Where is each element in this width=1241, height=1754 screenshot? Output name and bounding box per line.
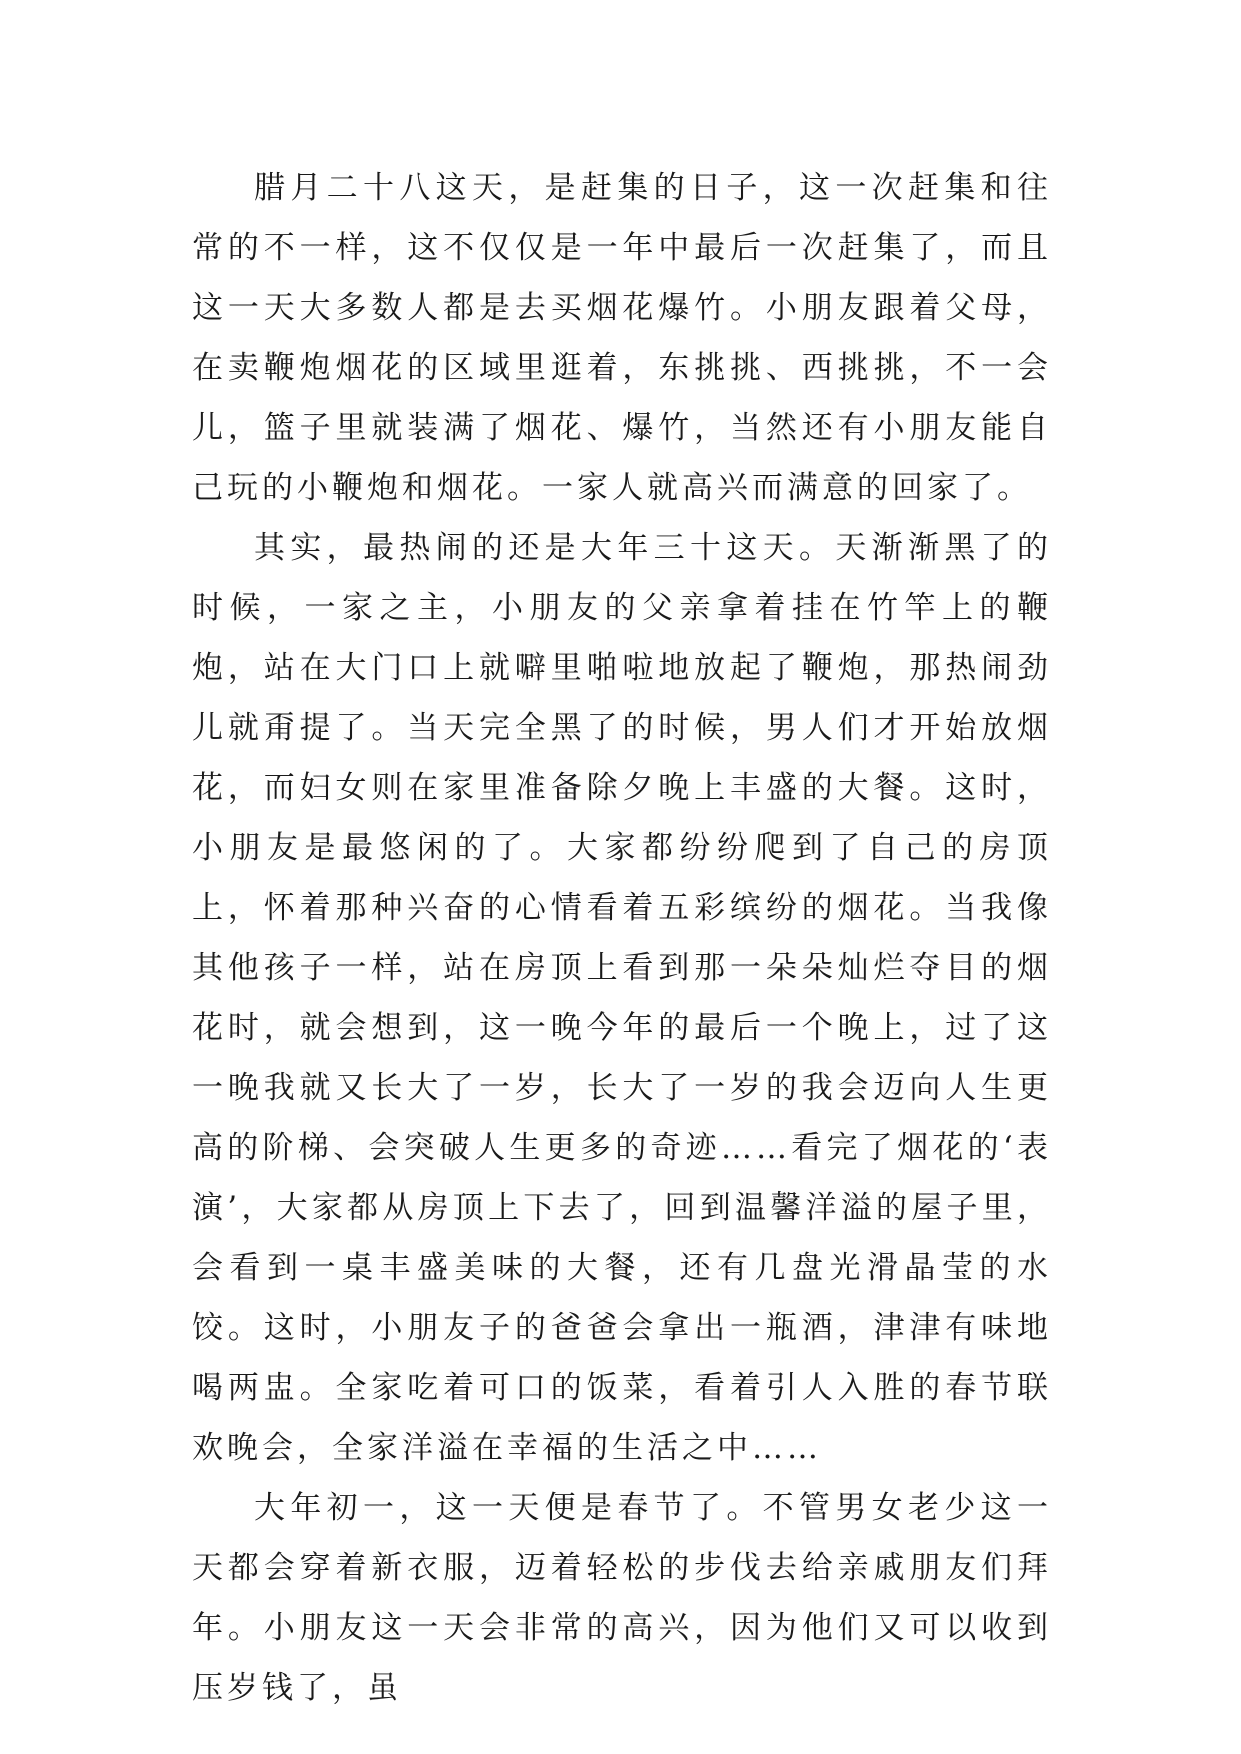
paragraph-1: 腊月二十八这天，是赶集的日子，这一次赶集和往常的不一样，这不仅仅是一年中最后一次赶集了，而且这一天大多数人都是去买烟花爆竹。小朋友跟着父母，在卖鞭炮烟花的区域里逛着，东挑挑、西挑挑，不一会儿，篮子里就装满了烟花、爆竹，当然还有小朋友能自己玩的小鞭炮和烟花。一家人就高兴而满意的回家了。 [192, 170, 1052, 506]
document-body [192, 158, 1052, 1718]
paragraph-2: 其实，最热闹的还是大年三十这天。天渐渐黑了的时候，一家之主，小朋友的父亲拿着挂在竹竿上的鞭炮，站在大门口上就噼里啪啦地放起了鞭炮，那热闹劲儿就甭提了。当天完全黑了的时候，男人们才开始放烟花，而妇女则在家里准备除夕晚上丰盛的大餐。这时，小朋友是最悠闲的了。大家都纷纷爬到了自己的房顶上，怀着那种兴奋的心情看着五彩缤纷的烟花。当我像其他孩子一样，站在房顶上看到那一朵朵灿烂夺目的烟花时，就会想到，这一晚今年的最后一个晚上，过了这一晚我就又长大了一岁，长大了一岁的我会迈向人生更高的阶梯、会突破人生更多的奇迹……看完了烟花的‘表演’，大家都从房顶上下去了，回到温馨洋溢的屋子里，会看到一桌丰盛美味的大餐，还有几盘光滑晶莹的水饺。这时，小朋友子的爸爸会拿出一瓶酒，津津有味地喝两盅。全家吃着可口的饭菜，看着引人入胜的春节联欢晚会，全家洋溢在幸福的生活之中…… [192, 530, 1052, 1466]
paragraph-3: 大年初一，这一天便是春节了。不管男女老少这一天都会穿着新衣服，迈着轻松的步伐去给亲戚朋友们拜年。小朋友这一天会非常的高兴，因为他们又可以收到压岁钱了，虽 [192, 1490, 1052, 1706]
